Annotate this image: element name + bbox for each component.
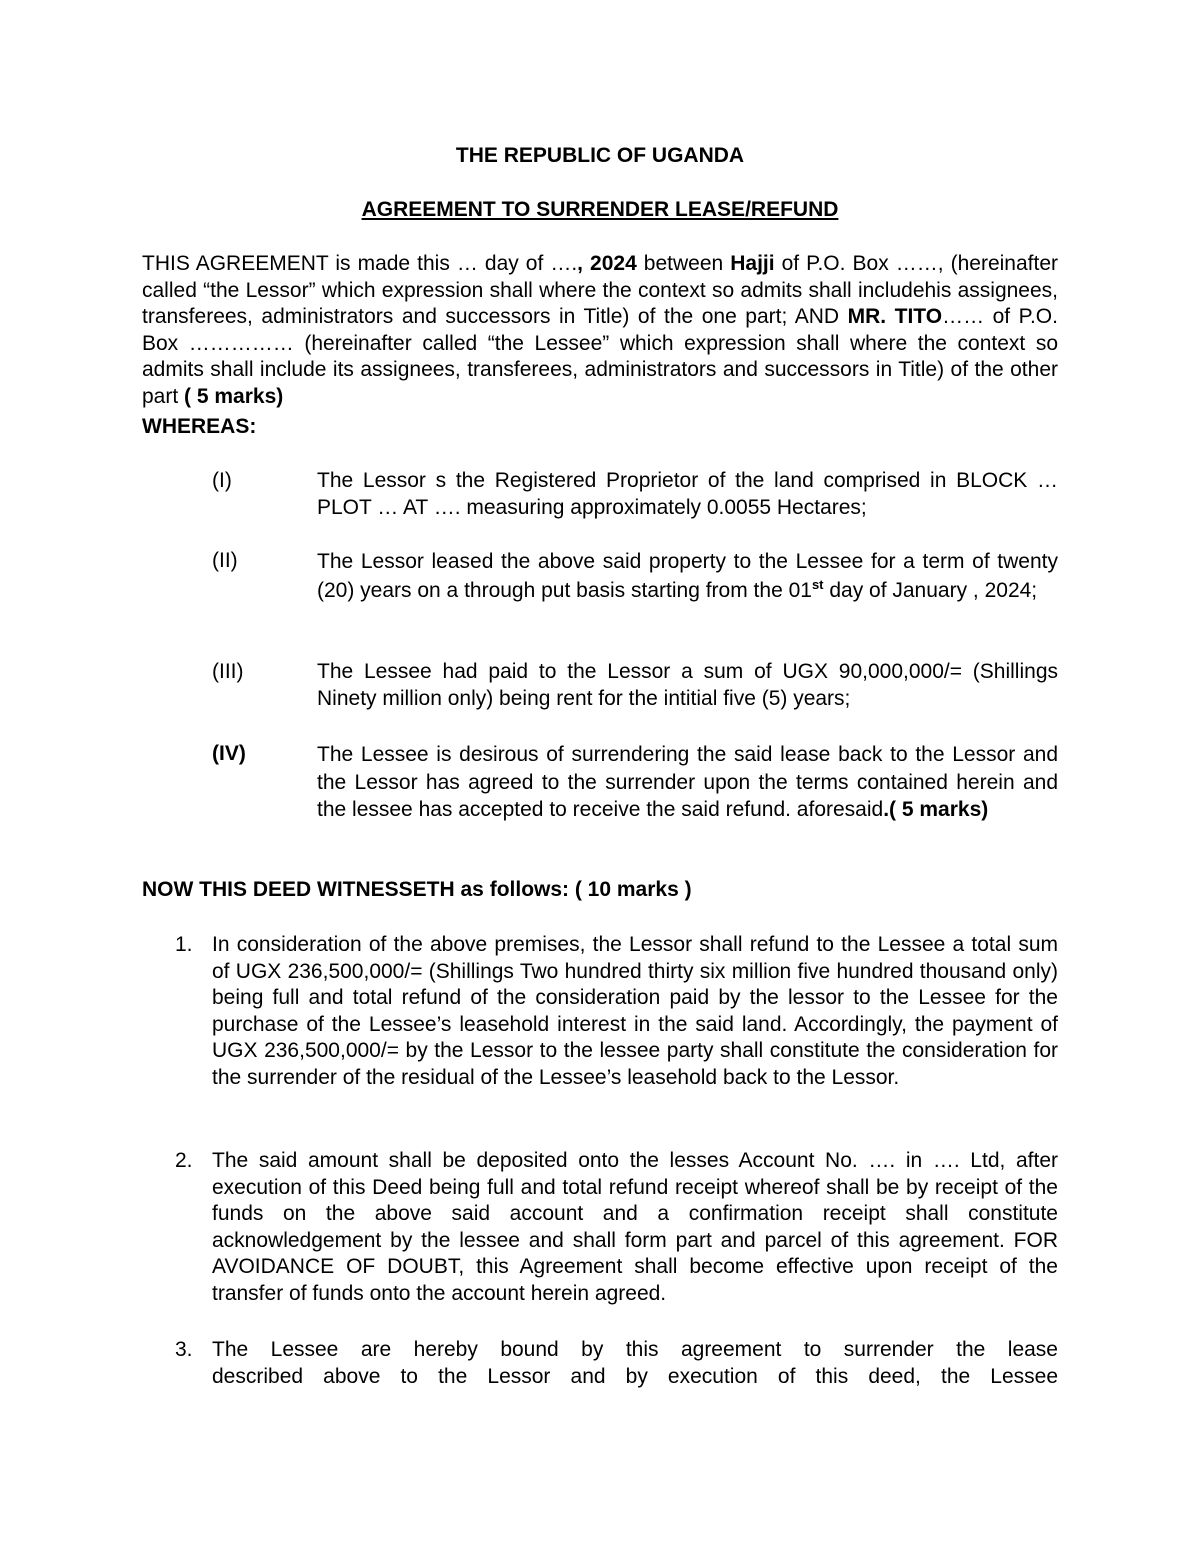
- agreement-heading: AGREEMENT TO SURRENDER LEASE/REFUND: [361, 198, 839, 221]
- clause-number: 2.: [175, 1149, 193, 1172]
- document-title: THE REPUBLIC OF UGANDA: [455, 144, 745, 167]
- witnesseth-heading: NOW THIS DEED WITNESSETH as follows: ( 10 marks ): [142, 878, 692, 901]
- clause-text: In consideration of the above premises, the Lessor shall refund to the Lessee a total sum of UGX 236,500,000/= (Shillings Two hundred thirty six million five hundred thousand only) being full and total refund of the consideration paid by the lessor to the Lessee for the purchase of the Lessee’s leasehold interest in the said land. Accordingly, the payment of UGX 236,500,000/= by the Lessor to the lessee party shall constitute the consideration for the surrender of the residual of the Lessee’s leasehold back to the Lessor.: [212, 933, 1058, 1089]
- intro-paragraph: [142, 251, 1058, 411]
- recital-text: The Lessor s the Registered Proprietor of the land comprised in BLOCK … PLOT … AT …. measuring approximately 0.0055 Hectares;: [317, 469, 1058, 519]
- recital-text-part: The Lessor leased the above said property to the Lessee for a term of twenty (20) years on a through put basis starting from the 01: [317, 550, 1058, 602]
- intro-year: , 2024: [577, 252, 637, 275]
- intro-text: THIS AGREEMENT is made this … day of ….: [142, 252, 578, 275]
- clause-line: described above to the Lessor and by execution of this deed, the Lessee: [212, 1364, 1058, 1388]
- recital-text: The Lessee had paid to the Lessor a sum of UGX 90,000,000/= (Shillings Ninety million only) being rent for the intitial five (5) years;: [317, 660, 1058, 710]
- lessor-name: Hajji: [730, 252, 775, 275]
- clause-text: [212, 1337, 1058, 1390]
- lessee-name: MR. TITO: [847, 305, 943, 329]
- recital-text: [317, 741, 1058, 824]
- recital-text-part: The Lessee is desirous of surrendering the said lease back to the Lessor and the Lessor has agreed to the surrender upon the terms contained herein and the lessee has accepted to receive the said refund. aforesaid: [317, 743, 1058, 821]
- intro-text: …… of P.O. Box …………… (hereinafter called “the Lessee” which expression shall where the context so admits shall include its assignees, transferees, administrators and successors in Title) of the other part: [142, 305, 1058, 408]
- recital-number: (III): [212, 660, 244, 683]
- whereas-heading: WHEREAS:: [142, 415, 257, 438]
- recital-text-part: day of January , 2024;: [823, 578, 1038, 602]
- marks-label: .( 5 marks): [883, 798, 989, 821]
- intro-text: between: [636, 252, 731, 275]
- ordinal-suffix: st: [811, 576, 824, 592]
- recital-number: (IV): [212, 742, 246, 765]
- recital-text: [317, 548, 1058, 605]
- clause-number: 3.: [175, 1338, 193, 1361]
- intro-text: of P.O. Box ……, (hereinafter called “the Lessor” which expression shall where the context so admits shall includehis assignees, transferees, administrators and successors in Title) of the one part; AND: [142, 252, 1058, 329]
- clause-text: The said amount shall be deposited onto the lesses Account No. …. in …. Ltd, after execution of this Deed being full and total refund receipt whereof shall be by receipt of the funds on the above said account and a confirmation receipt shall constitute acknowledgement by the lessee and shall form part and parcel of this agreement. FOR AVOIDANCE OF DOUBT, this Agreement shall become effective upon receipt of the transfer of funds onto the account herein agreed.: [212, 1149, 1058, 1305]
- recital-number: (II): [212, 549, 238, 572]
- recital-number: (I): [212, 469, 232, 492]
- marks-label: ( 5 marks): [184, 384, 284, 408]
- clause-number: 1.: [175, 933, 193, 956]
- clause-line: The Lessee are hereby bound by this agreement to surrender the lease: [212, 1338, 1058, 1361]
